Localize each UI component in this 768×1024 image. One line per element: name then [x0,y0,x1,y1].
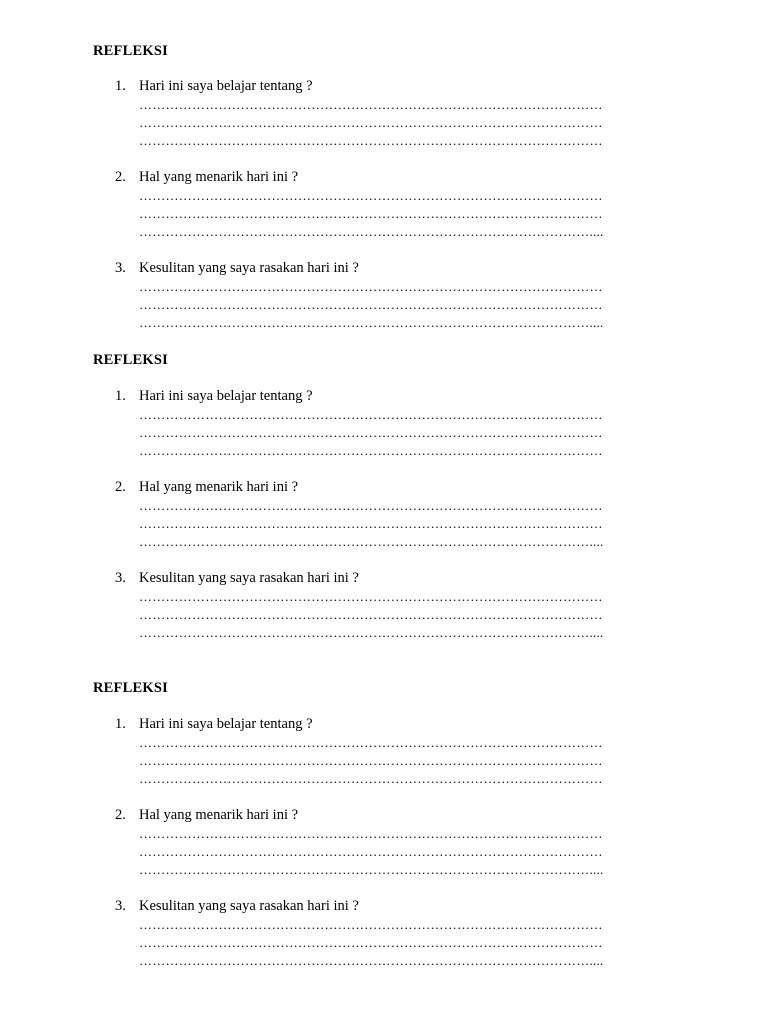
answer-line[interactable]: …………………………………………………………………………………………… [139,935,603,950]
question-item-1 [93,715,693,806]
question-number: 2. [115,807,126,823]
question-number: 2. [115,479,126,495]
question-text: Hal yang menarik hari ini ? [139,479,299,495]
question-item-1 [93,77,693,168]
answer-line[interactable]: …………………………………………………………………………………………… [139,607,603,622]
question-item-1 [93,387,693,478]
question-number: 3. [115,898,126,914]
answer-line[interactable]: …………………………………………………………………………………………… [139,133,603,148]
question-number: 1. [115,78,126,94]
question-item-3 [93,259,693,350]
answer-line[interactable]: …………………………………………………………………………………………… [139,279,603,294]
question-text: Hal yang menarik hari ini ? [139,807,299,823]
answer-line[interactable]: …………………………………………………………………………………………… [139,206,603,221]
answer-line[interactable]: …………………………………………………………………………………………… [139,407,603,422]
answer-line[interactable]: ………………………………………………………………………………………….... [139,625,604,640]
answer-line[interactable]: …………………………………………………………………………………………… [139,297,603,312]
question-item-3 [93,897,693,988]
answer-line[interactable]: ………………………………………………………………………………………….... [139,953,604,968]
question-text: Kesulitan yang saya rasakan hari ini ? [139,260,359,276]
answer-line[interactable]: ………………………………………………………………………………………….... [139,224,604,239]
section-title: REFLEKSI [93,43,168,59]
answer-line[interactable]: …………………………………………………………………………………………… [139,917,603,932]
answer-line[interactable]: …………………………………………………………………………………………… [139,844,603,859]
question-item-3 [93,569,693,660]
question-text: Kesulitan yang saya rasakan hari ini ? [139,898,359,914]
question-text: Hal yang menarik hari ini ? [139,169,299,185]
question-item-2 [93,478,693,569]
question-item-2 [93,168,693,259]
question-item-2 [93,806,693,897]
answer-line[interactable]: …………………………………………………………………………………………… [139,97,603,112]
reflection-section-2 [93,352,693,660]
answer-line[interactable]: …………………………………………………………………………………………… [139,115,603,130]
answer-line[interactable]: ………………………………………………………………………………………….... [139,862,604,877]
answer-line[interactable]: …………………………………………………………………………………………… [139,589,603,604]
answer-line[interactable]: …………………………………………………………………………………………… [139,443,603,458]
question-text: Kesulitan yang saya rasakan hari ini ? [139,570,359,586]
question-number: 3. [115,570,126,586]
answer-line[interactable]: …………………………………………………………………………………………… [139,753,603,768]
reflection-section-3 [93,680,693,988]
answer-line[interactable]: …………………………………………………………………………………………… [139,188,603,203]
answer-line[interactable]: ………………………………………………………………………………………….... [139,315,604,330]
question-number: 3. [115,260,126,276]
question-text: Hari ini saya belajar tentang ? [139,716,313,732]
answer-line[interactable]: ………………………………………………………………………………………….... [139,534,604,549]
answer-line[interactable]: …………………………………………………………………………………………… [139,516,603,531]
question-number: 1. [115,716,126,732]
section-title: REFLEKSI [93,352,168,368]
answer-line[interactable]: …………………………………………………………………………………………… [139,771,603,786]
answer-line[interactable]: …………………………………………………………………………………………… [139,498,603,513]
answer-line[interactable]: …………………………………………………………………………………………… [139,425,603,440]
question-text: Hari ini saya belajar tentang ? [139,388,313,404]
question-number: 2. [115,169,126,185]
answer-line[interactable]: …………………………………………………………………………………………… [139,735,603,750]
question-number: 1. [115,388,126,404]
answer-line[interactable]: …………………………………………………………………………………………… [139,826,603,841]
reflection-section-1 [93,43,693,350]
section-title: REFLEKSI [93,680,168,696]
question-text: Hari ini saya belajar tentang ? [139,78,313,94]
